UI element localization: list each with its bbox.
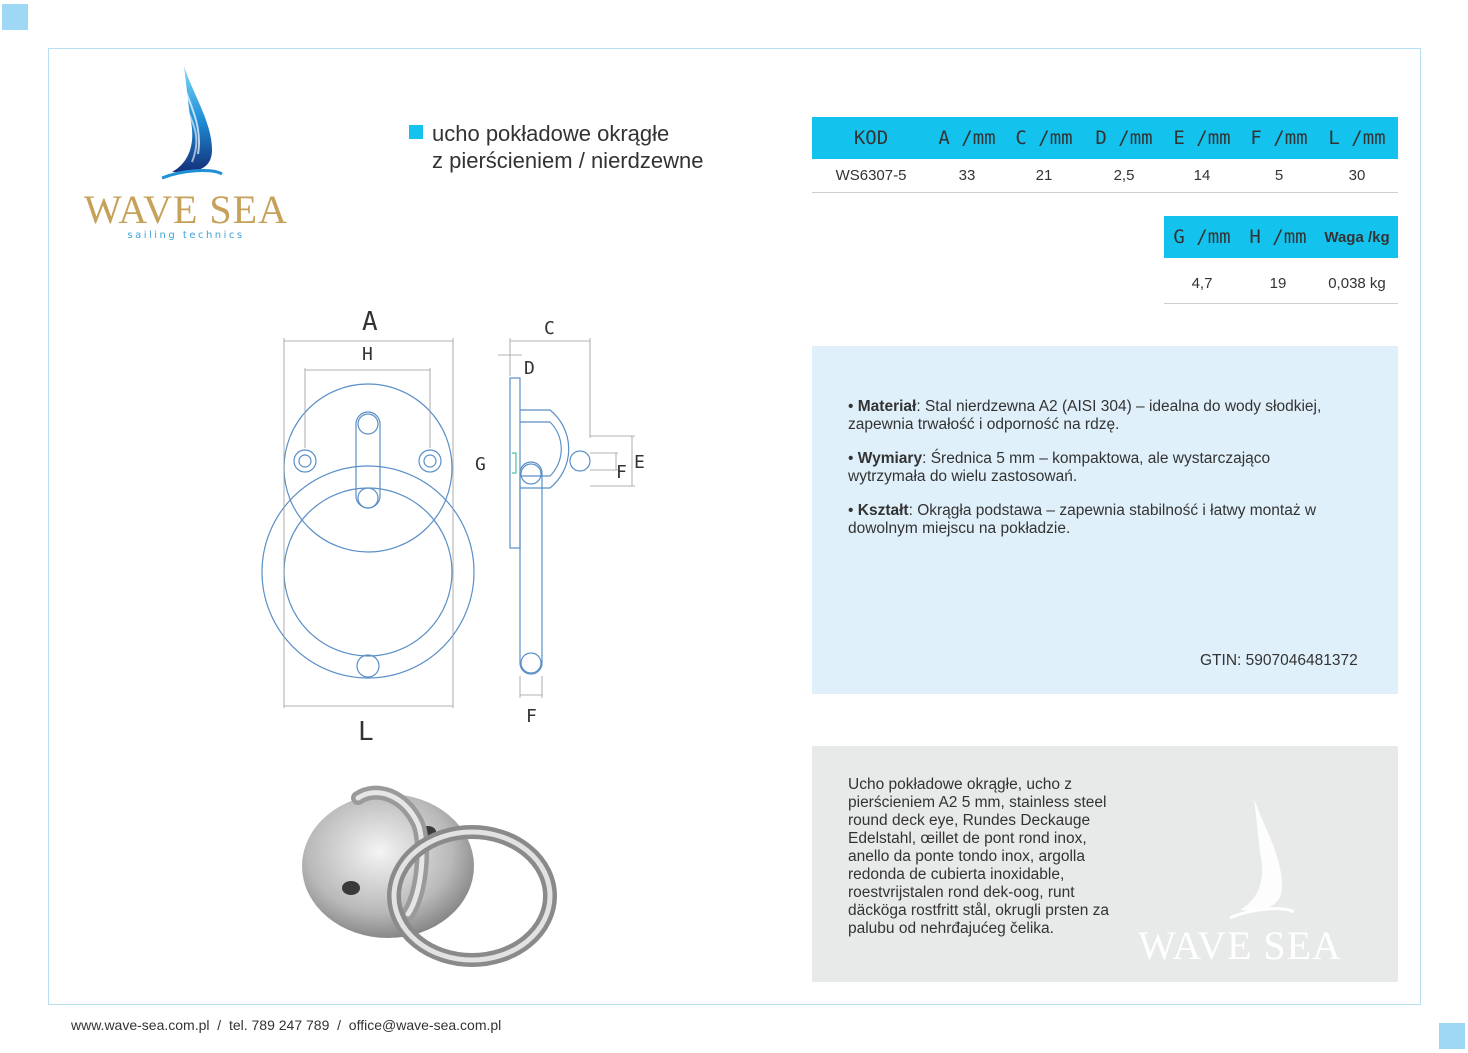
spec-table-1 <box>812 117 1398 193</box>
table-cell: 14 <box>1193 167 1211 184</box>
table-row <box>1164 258 1398 304</box>
table-cell: 30 <box>1348 167 1366 184</box>
table-cell: 21 <box>1035 167 1053 184</box>
footer-contact: www.wave-sea.com.pl / tel. 789 247 789 / office@wave-sea.com.pl <box>71 1017 502 1033</box>
dim-label-F-side: F <box>616 462 627 483</box>
side-ring <box>520 462 542 674</box>
watermark-brand-text: WAVE SEA <box>1138 923 1342 968</box>
table-cell: 4,7 <box>1191 275 1213 292</box>
header-cell: H /mm <box>1249 226 1307 248</box>
dim-label-H: H <box>362 344 373 365</box>
gtin-code: GTIN: 5907046481372 <box>1200 652 1358 669</box>
wave-sea-logo <box>72 62 297 247</box>
table-cell: 2,5 <box>1113 167 1135 184</box>
spec-table-1-header <box>812 117 1398 159</box>
header-cell: KOD <box>853 127 889 149</box>
feature-item: • Wymiary: Średnica 5 mm – kompaktowa, ale wystarczająco wytrzymała do wielu zastosowań. <box>848 450 1271 485</box>
technical-drawing <box>250 298 670 758</box>
side-base-plate <box>510 378 520 548</box>
feature-text: : Okrągła podstawa – zapewnia stabilność i łatwy montaż w dowolnym miejscu na pokładzie. <box>848 502 1317 537</box>
title-line-1: ucho pokładowe okrągłe <box>432 121 670 146</box>
header-cell: F /mm <box>1250 127 1308 149</box>
table-cell: 5 <box>1274 167 1284 184</box>
corner-square-bottom-right <box>1439 1023 1465 1049</box>
feature-list <box>848 398 1348 554</box>
dim-label-G: G <box>475 454 486 475</box>
title-square-icon <box>409 125 423 139</box>
header-cell: A /mm <box>938 127 996 149</box>
table-cell: 0,038 kg <box>1328 275 1386 292</box>
feature-text: : Średnica 5 mm – kompaktowa, ale wystarczająco wytrzymała do wielu zastosowań. <box>848 450 1271 485</box>
table-cell: WS6307-5 <box>835 167 907 184</box>
product-info-box <box>812 346 1398 694</box>
logo-brand-text: WAVE SEA <box>84 187 288 232</box>
feature-text: : Stal nierdzewna A2 (AISI 304) – idealna do wody słodkiej, zapewnia trwałość i odporność na rdzę. <box>848 398 1322 433</box>
table-cell: 33 <box>958 167 976 184</box>
header-cell: C /mm <box>1015 127 1073 149</box>
dim-label-F-bottom: F <box>526 706 537 727</box>
header-cell: G /mm <box>1173 226 1231 248</box>
logo-tagline: sailing technics <box>127 230 245 241</box>
product-title <box>432 120 703 174</box>
corner-square-top-left <box>2 4 28 30</box>
table-cell: 19 <box>1269 275 1287 292</box>
sail-logo-icon <box>72 62 297 192</box>
ring-outer <box>262 466 474 678</box>
multilingual-names: Ucho pokładowe okrągłe, ucho z pierścieniem A2 5 mm, stainless steel round deck eye, Rundes Deckauge Edelstahl, œillet de pont rond inox, anello da ponte tondo inox, argolla redonda de cubierta inoxidable, roestvrijstalen rond dek-oog, runt däcköga rostfritt stål, okrugli prsten za palubu od nehrđajućeg čelika. <box>848 776 1110 937</box>
header-cell: Waga /kg <box>1324 228 1390 246</box>
spec-table-2-header <box>1164 216 1398 258</box>
dim-label-A: A <box>362 307 378 337</box>
feature-label: Kształt <box>857 502 909 519</box>
header-cell: D /mm <box>1095 127 1153 149</box>
dim-label-C: C <box>544 318 555 339</box>
feature-item: • Materiał: Stal nierdzewna A2 (AISI 304) – idealna do wody słodkiej, zapewnia trwałość i odporność na rdzę. <box>848 398 1322 433</box>
dim-label-E: E <box>634 452 645 473</box>
header-cell: L /mm <box>1328 127 1386 149</box>
feature-item: • Kształt: Okrągła podstawa – zapewnia stabilność i łatwy montaż w dowolnym miejscu na pokładzie. <box>848 502 1317 537</box>
product-names-box <box>812 746 1398 982</box>
product-photo <box>296 784 566 974</box>
dim-label-D: D <box>524 358 535 379</box>
title-line-2: z pierścieniem / nierdzewne <box>432 148 704 173</box>
dim-label-L: L <box>358 717 374 747</box>
ring-inner <box>284 488 452 656</box>
spec-table-2 <box>1164 216 1398 304</box>
feature-label: Wymiary <box>857 450 923 467</box>
base-plate-circle <box>284 384 452 552</box>
header-cell: E /mm <box>1173 127 1231 149</box>
feature-label: Materiał <box>857 398 917 415</box>
table-row <box>812 159 1398 193</box>
